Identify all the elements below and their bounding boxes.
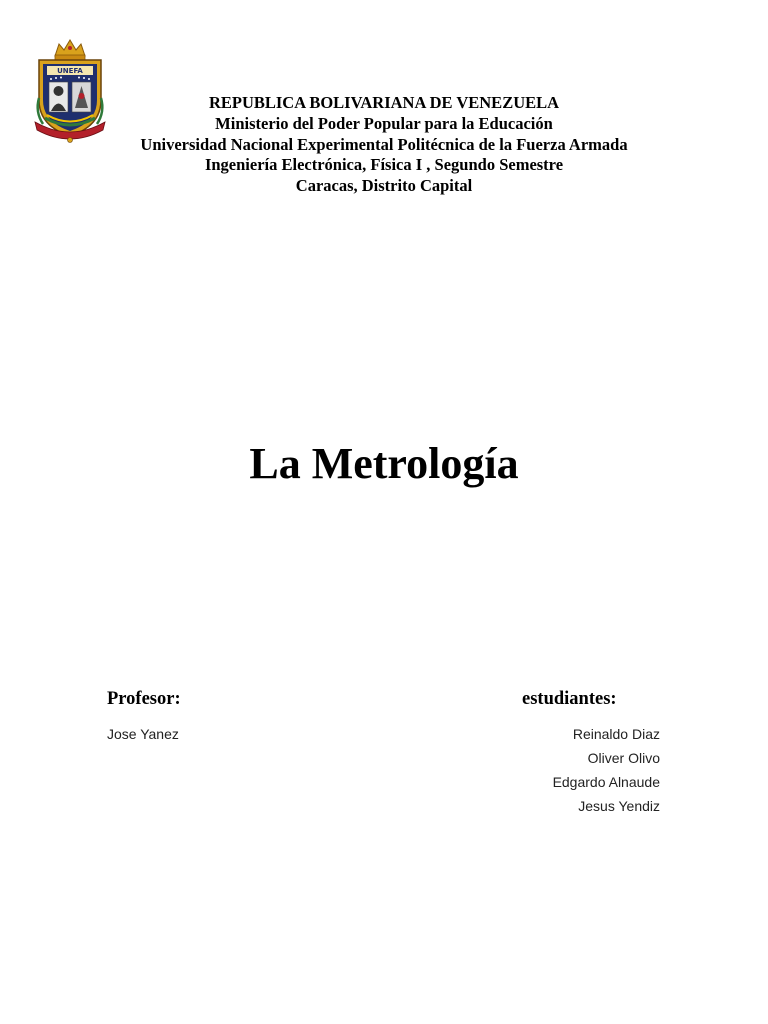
student-name: Oliver Olivo [587,750,660,766]
students-list [553,725,660,821]
crown-icon [55,40,85,60]
professor-name: Jose Yanez [107,726,179,742]
header-line-ministry: Ministerio del Poder Popular para la Educación [215,113,553,133]
student-name: Reinaldo Diaz [572,726,660,742]
professor-label: Profesor: [107,689,181,709]
students-label: estudiantes: [522,689,617,709]
student-name: Edgardo Alnaude [552,774,660,790]
document-title: La Metrología [249,439,519,488]
student-name: Jesus Yendiz [578,798,660,814]
header-line-program: Ingeniería Electrónica, Física I , Segundo Semestre [204,155,564,175]
header-line-university: Universidad Nacional Experimental Politécnica de la Fuerza Armada [140,134,628,154]
header-line-location: Caracas, Distrito Capital [295,176,473,196]
institution-header [0,93,768,197]
header-line-country: REPUBLICA BOLIVARIANA DE VENEZUELA [208,93,560,112]
emblem-text: UNEFA [57,67,83,75]
